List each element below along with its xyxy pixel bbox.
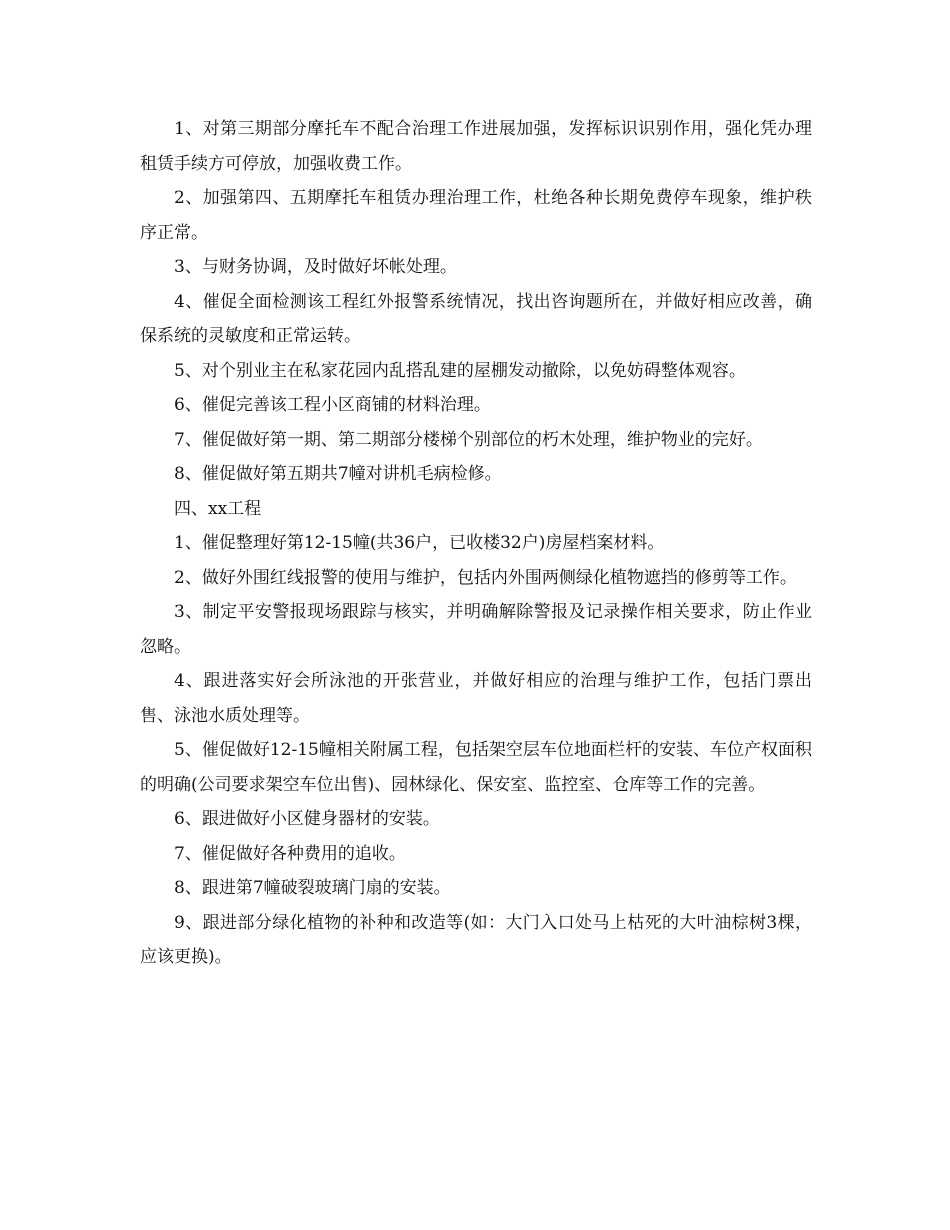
paragraph-item-3: 3、与财务协调，及时做好坏帐处理。 xyxy=(174,257,457,277)
paragraph-item-14: 6、跟进做好小区健身器材的安装。 xyxy=(174,809,440,829)
paragraph-item-9: 1、催促整理好第12-15幢(共36户，已收楼32户)房屋档案材料。 xyxy=(174,533,665,553)
section-heading: 四、xx工程 xyxy=(174,498,262,519)
paragraph-item-12: 4、跟进落实好会所泳池的开张营业，并做好相应的治理与维护工作，包括门票出售、泳池水质处理等。 xyxy=(140,671,812,726)
paragraph-item-10: 2、做好外围红线报警的使用与维护，包括内外围两侧绿化植物遮挡的修剪等工作。 xyxy=(174,567,797,588)
paragraph-item-16: 8、跟进第7幢破裂玻璃门扇的安装。 xyxy=(174,878,451,898)
paragraph-item-4: 4、催促全面检测该工程红外报警系统情况，找出咨询题所在，并做好相应改善，确保系统的灵敏度和正常运转。 xyxy=(140,291,812,346)
paragraph-item-13: 5、催促做好12-15幢相关附属工程，包括架空层车位地面栏杆的安装、车位产权面积的明确(公司要求架空车位出售)、园林绿化、保安室、监控室、仓库等工作的完善。 xyxy=(140,740,812,795)
paragraph-item-17: 9、跟进部分绿化植物的补种和改造等(如：大门入口处马上枯死的大叶油棕树3棵，应该更换)。 xyxy=(140,912,812,967)
paragraph-item-5: 5、对个别业主在私家花园内乱搭乱建的屋棚发动撤除，以免妨碍整体观容。 xyxy=(174,360,746,381)
paragraph-item-15: 7、催促做好各种费用的追收。 xyxy=(174,843,406,864)
paragraph-item-11: 3、制定平安警报现场跟踪与核实，并明确解除警报及记录操作相关要求，防止作业忽略。 xyxy=(140,602,812,657)
paragraph-item-1: 1、对第三期部分摩托车不配合治理工作进展加强，发挥标识识别作用，强化凭办理租赁手续方可停放，加强收费工作。 xyxy=(140,119,812,174)
document-body xyxy=(140,112,812,975)
paragraph-item-7: 7、催促做好第一期、第二期部分楼梯个别部位的朽木处理，维护物业的完好。 xyxy=(174,429,763,450)
paragraph-item-8: 8、催促做好第五期共7幢对讲机毛病检修。 xyxy=(174,464,502,484)
paragraph-item-6: 6、催促完善该工程小区商铺的材料治理。 xyxy=(174,395,491,415)
paragraph-item-2: 2、加强第四、五期摩托车租赁办理治理工作，杜绝各种长期免费停车现象，维护秩序正常。 xyxy=(140,188,812,243)
